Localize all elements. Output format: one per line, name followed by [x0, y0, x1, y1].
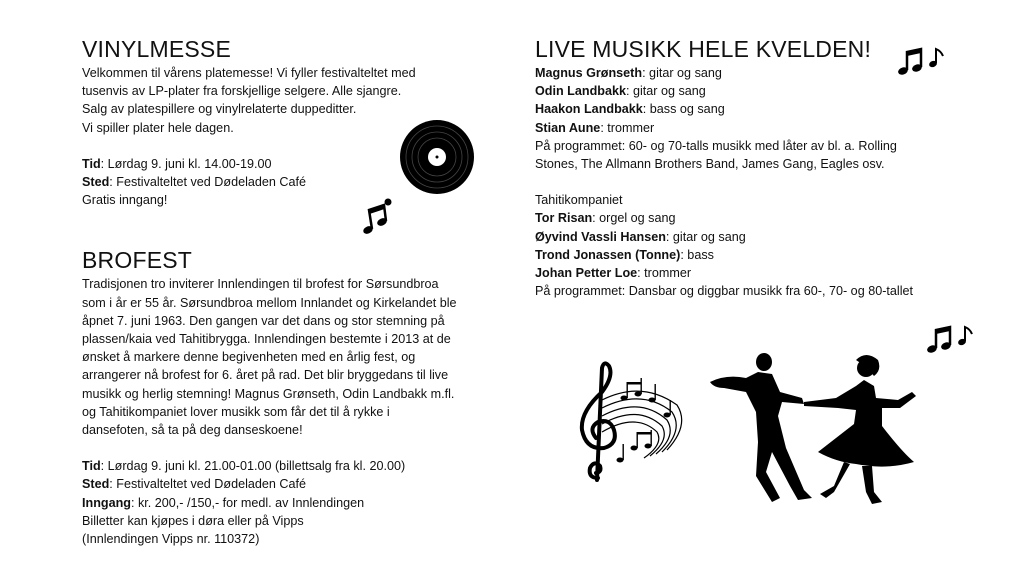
band2-name: Tahitikompaniet	[535, 193, 623, 208]
vinyl-time-value: : Lørdag 9. juni kl. 14.00-19.00	[100, 156, 272, 171]
band-member	[535, 228, 975, 246]
member-name: Magnus Grønseth	[535, 66, 643, 80]
member-role: : trommer	[637, 266, 692, 281]
live-music-title: LIVE MUSIKK HELE KVELDEN!	[535, 36, 872, 62]
band-member	[535, 246, 975, 264]
brofest-body-line: musikk og herlig stemning! Magnus Grønseth, Odin Landbakk m.fl.	[82, 386, 455, 401]
brofest-body-line: dansefoten, så ta på deg danseskoene!	[82, 423, 303, 438]
member-name: Odin Landbakk	[535, 84, 626, 99]
vinylmesse-title: VINYLMESSE	[82, 36, 231, 62]
vinyl-intro-line: Vi spiller plater hele dagen.	[82, 120, 234, 135]
brofest-entry-value: : kr. 200,- /150,- for medl. av Innlendingen	[130, 495, 365, 510]
brofest-body-line: Tradisjonen tro inviterer Innlendingen til brofest for Sørsundbroa	[82, 277, 439, 292]
program-line: Stones, The Allmann Brothers Band, James Gang, Eagles osv.	[535, 157, 885, 172]
brofest-tickets: Billetter kan kjøpes i døra eller på Vipps	[82, 513, 304, 528]
vinyl-intro-line: Salg av platespillere og vinylrelaterte duppeditter.	[82, 102, 357, 117]
brofest-entry-label: Inngang	[82, 495, 131, 510]
brofest-time	[82, 457, 502, 475]
left-column	[82, 36, 502, 548]
member-role: : bass og sang	[642, 102, 725, 117]
member-name: Stian Aune	[535, 120, 601, 135]
vinyl-time-label: Tid	[82, 156, 101, 171]
brofest-place-label: Sted	[82, 477, 110, 492]
member-role: : gitar og sang	[642, 66, 722, 80]
dancing-couple-icon	[706, 352, 921, 512]
vinyl-record-icon	[399, 119, 475, 195]
vinyl-intro-line: Velkommen til vårens platemesse! Vi fyller festivalteltet med	[82, 66, 416, 80]
member-name: Haakon Landbakk	[535, 102, 643, 117]
band-member	[535, 119, 975, 137]
member-role: : gitar og sang	[625, 84, 706, 99]
member-name: Tor Risan	[535, 211, 593, 226]
vinyl-place-label: Sted	[82, 175, 110, 190]
brofest-body-line: åpnet 7. juni 1963. Den gangen var det dans og stor stemning på	[82, 313, 445, 328]
brofest-entry	[82, 494, 502, 512]
music-notes-icon	[924, 322, 976, 358]
vinyl-place-value: : Festivalteltet ved Dødeladen Café	[109, 175, 307, 190]
member-role: : trommer	[600, 120, 655, 135]
brofest-place-value: : Festivalteltet ved Dødeladen Café	[109, 477, 307, 492]
member-name: Trond Jonassen (Tonne)	[535, 247, 681, 262]
music-notes-icon	[360, 196, 400, 240]
brofest-title: BROFEST	[82, 247, 193, 274]
member-role: : bass	[680, 247, 714, 262]
band-member	[535, 209, 975, 227]
brofest-body-line: arrangerer nå brofest for 6. året på rad. Det blir bryggedans til live	[82, 368, 449, 383]
band-member	[535, 264, 975, 282]
treble-clef-icon	[572, 360, 692, 485]
member-role: : gitar og sang	[665, 229, 746, 244]
program-line: På programmet: 60- og 70-talls musikk med låter av bl. a. Rolling	[535, 138, 897, 153]
brofest-body-line: ønsket å markere denne begivenheten med en årlig fest, og	[82, 350, 416, 365]
brofest-body-line: og Tahitikompaniet lover musikk som får det til å rykke i	[82, 404, 390, 419]
brofest-time-label: Tid	[82, 459, 101, 474]
brofest-place	[82, 475, 502, 493]
vinyl-free-entry: Gratis inngang!	[82, 193, 168, 208]
brofest-time-value: : Lørdag 9. juni kl. 21.00-01.00 (billettsalg fra kl. 20.00)	[100, 459, 406, 474]
member-role: : orgel og sang	[592, 211, 676, 226]
program-line: På programmet: Dansbar og diggbar musikk fra 60-, 70- og 80-tallet	[535, 284, 913, 299]
band-member	[535, 82, 975, 100]
brofest-vipps: (Innlendingen Vipps nr. 110372)	[82, 532, 260, 547]
band-member	[535, 100, 975, 118]
member-name: Øyvind Vassli Hansen	[535, 229, 666, 244]
member-name: Johan Petter Loe	[535, 266, 638, 281]
music-notes-icon	[895, 44, 947, 80]
vinyl-intro-line: tusenvis av LP-plater fra forskjellige selgere. Alle sjangre.	[82, 84, 402, 99]
brofest-body-line: som i år er 55 år. Sørsundbroa mellom Innlandet og Kirkelandet ble	[82, 295, 457, 310]
brofest-body-line: plassen/kaia ved Tahitibrygga. Innlendingen bestemte i 2013 at de	[82, 332, 451, 347]
